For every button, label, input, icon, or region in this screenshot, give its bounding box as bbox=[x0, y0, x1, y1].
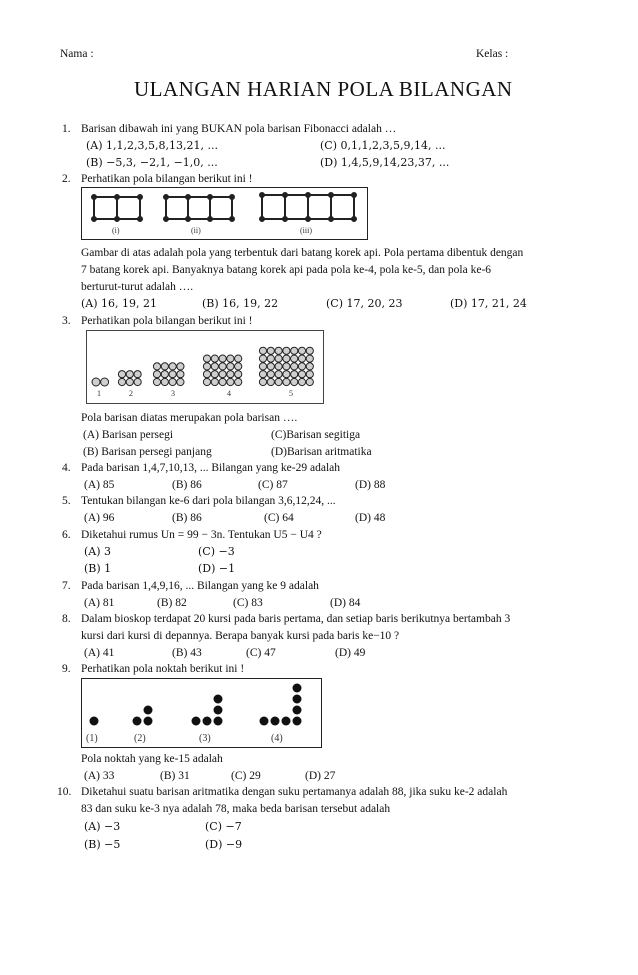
pattern-circle bbox=[227, 363, 234, 370]
pattern-circle bbox=[283, 363, 290, 370]
pattern-dot bbox=[133, 717, 142, 726]
pattern-circle bbox=[267, 363, 274, 370]
question-text: Perhatikan pola noktah berikut ini ! bbox=[81, 663, 245, 675]
pattern-circle bbox=[267, 378, 274, 385]
question-number: 1. bbox=[62, 123, 71, 135]
pattern-circle bbox=[291, 378, 298, 385]
pattern-circle bbox=[227, 371, 234, 378]
pattern-circle bbox=[275, 363, 282, 370]
option-d: (D) 84 bbox=[330, 597, 361, 609]
pattern-circle bbox=[126, 371, 133, 378]
pattern-circle bbox=[203, 355, 210, 362]
option-a: (A) 3 bbox=[84, 545, 112, 558]
option-d: (D) 17, 21, 24 bbox=[450, 297, 527, 310]
pattern-circle bbox=[283, 378, 290, 385]
pattern-circle bbox=[259, 363, 266, 370]
option-d: (D) 48 bbox=[355, 512, 386, 524]
pattern-circle bbox=[283, 347, 290, 354]
question-number: 9. bbox=[62, 663, 71, 675]
pattern-dot bbox=[214, 695, 223, 704]
pattern-circle bbox=[177, 378, 184, 385]
option-c: (C) 47 bbox=[246, 647, 276, 659]
pattern-circle bbox=[283, 355, 290, 362]
option-c: (C) 83 bbox=[233, 597, 263, 609]
option-a: (A) 81 bbox=[84, 597, 115, 609]
paragraph-line: Dalam bioskop terdapat 20 kursi pada baris pertama, dan setiap baris berikutnya bertambah 3 bbox=[81, 613, 511, 625]
pattern-circle bbox=[275, 347, 282, 354]
pattern-circle bbox=[126, 378, 133, 385]
paragraph-line: kursi dari kursi di depannya. Berapa banyak kursi pada baris ke−10 ? bbox=[81, 630, 400, 642]
circle-pattern-figure bbox=[86, 330, 324, 404]
figure-label: (1) bbox=[86, 733, 98, 744]
paragraph-line: Pola barisan diatas merupakan pola barisan …. bbox=[81, 412, 298, 424]
pattern-circle bbox=[306, 371, 313, 378]
pattern-circle bbox=[259, 347, 266, 354]
pattern-circle bbox=[177, 371, 184, 378]
option-c: (C) −3 bbox=[198, 545, 235, 558]
pattern-dot bbox=[90, 717, 99, 726]
question-text: Perhatikan pola bilangan berikut ini ! bbox=[81, 315, 253, 327]
pattern-circle bbox=[169, 371, 176, 378]
option-c: (C) 87 bbox=[258, 479, 288, 491]
pattern-circle bbox=[306, 363, 313, 370]
paragraph-line: 7 batang korek api. Banyaknya batang korek api pada pola ke-4, pola ke-5, dan pola ke-6 bbox=[81, 264, 492, 276]
paragraph-line: Diketahui suatu barisan aritmatika dengan suku pertamanya adalah 88, jika suku ke-2 adalah bbox=[81, 786, 508, 798]
pattern-dot bbox=[144, 706, 153, 715]
question-number: 7. bbox=[62, 580, 71, 592]
page-title: ULANGAN HARIAN POLA BILANGAN bbox=[134, 77, 513, 101]
question-number: 4. bbox=[62, 462, 71, 474]
pattern-circle bbox=[161, 371, 168, 378]
option-d: (D) 49 bbox=[335, 647, 366, 659]
pattern-dot bbox=[203, 717, 212, 726]
pattern-circle bbox=[92, 378, 100, 386]
figure-label: 3 bbox=[171, 389, 175, 398]
figure-label: (3) bbox=[199, 733, 211, 744]
pattern-circle bbox=[134, 371, 141, 378]
pattern-circle bbox=[219, 363, 226, 370]
pattern-circle bbox=[267, 347, 274, 354]
figure-label: (4) bbox=[271, 733, 283, 744]
pattern-circle bbox=[298, 371, 305, 378]
pattern-circle bbox=[161, 363, 168, 370]
pattern-circle bbox=[177, 363, 184, 370]
pattern-circle bbox=[203, 378, 210, 385]
pattern-circle bbox=[291, 371, 298, 378]
pattern-circle bbox=[291, 363, 298, 370]
pattern-dot bbox=[293, 684, 302, 693]
pattern-circle bbox=[153, 371, 160, 378]
pattern-circle bbox=[235, 378, 242, 385]
pattern-circle bbox=[306, 347, 313, 354]
pattern-circle bbox=[227, 378, 234, 385]
option-c: (C) −7 bbox=[205, 820, 242, 833]
pattern-circle bbox=[298, 363, 305, 370]
pattern-circle bbox=[101, 378, 109, 386]
option-a: (A) 33 bbox=[84, 770, 115, 782]
option-d: (D) −1 bbox=[198, 562, 236, 575]
pattern-circle bbox=[169, 378, 176, 385]
option-b: (B) 86 bbox=[172, 479, 202, 491]
pattern-circle bbox=[275, 371, 282, 378]
pattern-circle bbox=[153, 378, 160, 385]
question-number: 10. bbox=[57, 786, 72, 798]
figure-label: 2 bbox=[129, 389, 133, 398]
question-number: 5. bbox=[62, 495, 71, 507]
question-number: 3. bbox=[62, 315, 71, 327]
question-text: Perhatikan pola bilangan berikut ini ! bbox=[81, 173, 253, 185]
pattern-circle bbox=[134, 378, 141, 385]
option-a: (A) 85 bbox=[84, 479, 115, 491]
question-number: 8. bbox=[62, 613, 71, 625]
pattern-circle bbox=[211, 371, 218, 378]
option-b: (B) 43 bbox=[172, 647, 202, 659]
option-c: (C) 64 bbox=[264, 512, 294, 524]
pattern-circle bbox=[219, 355, 226, 362]
option-a: (A) 96 bbox=[84, 512, 115, 524]
pattern-circle bbox=[306, 378, 313, 385]
pattern-circle bbox=[267, 371, 274, 378]
pattern-dot bbox=[282, 717, 291, 726]
pattern-circle bbox=[227, 355, 234, 362]
pattern-circle bbox=[153, 363, 160, 370]
question-text: Tentukan bilangan ke-6 dari pola bilangan 3,6,12,24, ... bbox=[81, 495, 336, 507]
pattern-dot bbox=[271, 717, 280, 726]
pattern-circle bbox=[267, 355, 274, 362]
option-a: (A) 16, 19, 21 bbox=[81, 297, 158, 310]
pattern-circle bbox=[169, 363, 176, 370]
option-b: (B) 16, 19, 22 bbox=[202, 297, 279, 310]
figure-label: 4 bbox=[227, 389, 231, 398]
pattern-circle bbox=[219, 378, 226, 385]
option-b: (B) 86 bbox=[172, 512, 202, 524]
question-number: 2. bbox=[62, 173, 71, 185]
question-text: Pada barisan 1,4,9,16, ... Bilangan yang ke 9 adalah bbox=[81, 580, 319, 592]
pattern-circle bbox=[275, 355, 282, 362]
pattern-dot bbox=[192, 717, 201, 726]
pattern-dot bbox=[293, 717, 302, 726]
pattern-circle bbox=[298, 378, 305, 385]
pattern-circle bbox=[211, 363, 218, 370]
option-a: (A) 1,1,2,3,5,8,13,21, ... bbox=[86, 139, 218, 152]
dot-pattern-figure bbox=[81, 678, 322, 748]
paragraph-line: berturut-turut adalah …. bbox=[81, 281, 194, 293]
circle-pattern-image bbox=[87, 331, 323, 403]
figure-label: (i) bbox=[112, 226, 120, 235]
option-b: (B) 82 bbox=[157, 597, 187, 609]
option-a: (A) Barisan persegi bbox=[83, 429, 174, 441]
pattern-circle bbox=[235, 363, 242, 370]
option-d: (D) −9 bbox=[205, 838, 243, 851]
pattern-circle bbox=[291, 355, 298, 362]
pattern-circle bbox=[235, 355, 242, 362]
paragraph-line: Pola noktah yang ke-15 adalah bbox=[81, 753, 223, 765]
figure-label: 1 bbox=[97, 389, 101, 398]
option-b: (B) 1 bbox=[84, 562, 112, 575]
matchstick-pattern-image bbox=[82, 188, 367, 239]
option-b: (B) −5 bbox=[84, 838, 121, 851]
figure-label: (2) bbox=[134, 733, 146, 744]
option-d: (D)Barisan aritmatika bbox=[271, 446, 372, 458]
option-c: (C)Barisan segitiga bbox=[271, 429, 361, 441]
pattern-circle bbox=[275, 378, 282, 385]
pattern-circle bbox=[203, 371, 210, 378]
pattern-circle bbox=[219, 371, 226, 378]
pattern-circle bbox=[259, 371, 266, 378]
class-label: Kelas : bbox=[476, 48, 509, 60]
figure-label: 5 bbox=[289, 389, 293, 398]
option-b: (B) 31 bbox=[160, 770, 190, 782]
option-b: (B) Barisan persegi panjang bbox=[83, 446, 212, 458]
pattern-circle bbox=[235, 371, 242, 378]
option-d: (D) 88 bbox=[355, 479, 386, 491]
figure-label: (ii) bbox=[191, 226, 201, 235]
option-b: (B) −5,3, −2,1, −1,0, ... bbox=[86, 156, 218, 169]
option-d: (D) 27 bbox=[305, 770, 336, 782]
option-c: (C) 17, 20, 23 bbox=[326, 297, 403, 310]
option-a: (A) −3 bbox=[84, 820, 121, 833]
pattern-dot bbox=[144, 717, 153, 726]
option-c: (C) 0,1,1,2,3,5,9,14, ... bbox=[320, 139, 446, 152]
pattern-circle bbox=[259, 378, 266, 385]
paragraph-line: Gambar di atas adalah pola yang terbentuk dari batang korek api. Pola pertama dibentuk dengan bbox=[81, 247, 524, 259]
paragraph-line: 83 dan suku ke-3 nya adalah 78, maka beda barisan tersebut adalah bbox=[81, 803, 391, 815]
pattern-dot bbox=[214, 706, 223, 715]
pattern-circle bbox=[259, 355, 266, 362]
option-a: (A) 41 bbox=[84, 647, 115, 659]
pattern-dot bbox=[214, 717, 223, 726]
figure-label: (iii) bbox=[300, 226, 312, 235]
pattern-circle bbox=[118, 378, 125, 385]
pattern-circle bbox=[306, 355, 313, 362]
pattern-circle bbox=[211, 378, 218, 385]
question-text: Pada barisan 1,4,7,10,13, ... Bilangan yang ke-29 adalah bbox=[81, 462, 341, 474]
pattern-circle bbox=[161, 378, 168, 385]
matchstick-figure bbox=[81, 187, 368, 240]
pattern-dot bbox=[293, 706, 302, 715]
pattern-circle bbox=[283, 371, 290, 378]
pattern-circle bbox=[203, 363, 210, 370]
pattern-dot bbox=[260, 717, 269, 726]
pattern-dot bbox=[293, 695, 302, 704]
pattern-circle bbox=[298, 355, 305, 362]
option-d: (D) 1,4,5,9,14,23,37, ... bbox=[320, 156, 450, 169]
pattern-circle bbox=[298, 347, 305, 354]
question-text: Diketahui rumus Un = 99 − 3n. Tentukan U5 − U4 ? bbox=[81, 529, 322, 541]
pattern-circle bbox=[211, 355, 218, 362]
question-number: 6. bbox=[62, 529, 71, 541]
pattern-circle bbox=[118, 371, 125, 378]
name-label: Nama : bbox=[60, 48, 94, 60]
option-c: (C) 29 bbox=[231, 770, 261, 782]
pattern-circle bbox=[291, 347, 298, 354]
question-text: Barisan dibawah ini yang BUKAN pola barisan Fibonacci adalah … bbox=[81, 123, 397, 135]
